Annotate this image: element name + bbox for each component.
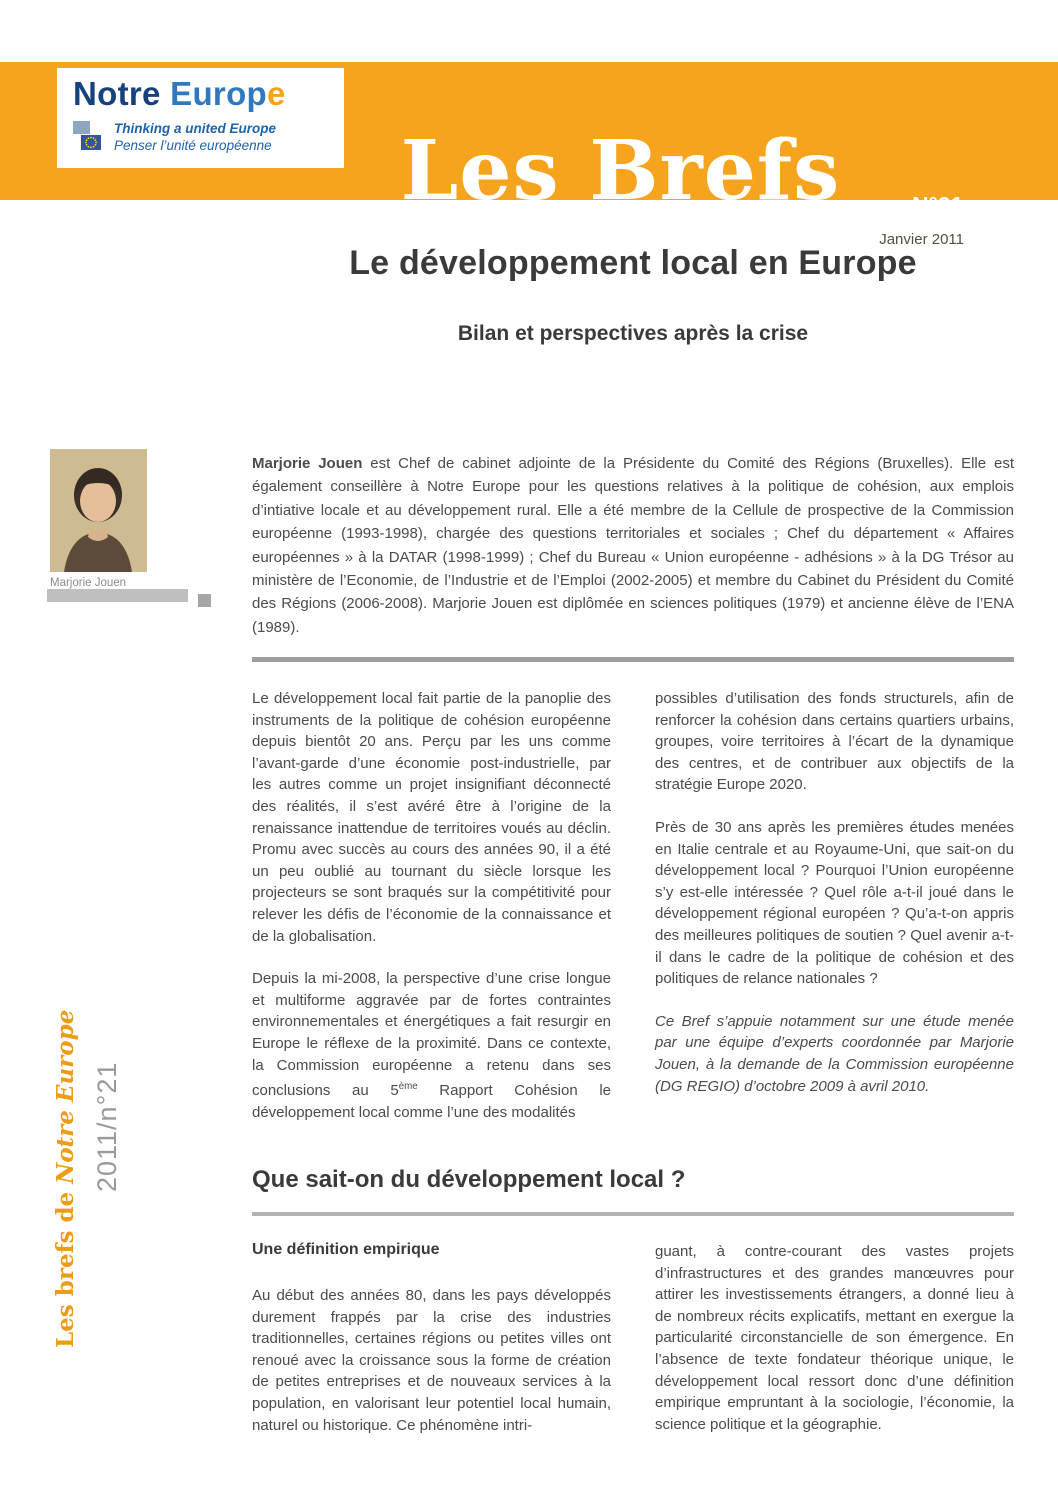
section-rule (252, 1212, 1014, 1216)
eu-flag-icon (81, 135, 101, 155)
paragraph: Près de 30 ans après les premières études menées en Italie centrale et au Royaume-Uni, que sait-on du développement local ? Pourquoi l’Union européenne s’y est-elle intéressée ? Quel rôle a-t-il joué dans le développement régional européen ? Qu’a-t-on appris des meilleures politiques de soutien ? Quel avenir a-t-il dans le cadre de la politique de cohésion et des politiques de relance nationales ? (655, 818, 1014, 988)
sidebar-series-italic: Notre Europe (52, 1009, 79, 1184)
photo-underline-bar (47, 589, 188, 602)
paragraph-text: Depuis la mi-2008, la perspective d’une crise longue et multiforme aggravée par de fortes contraintes environnementales et énergétiques a fait resurgir en Europe le réflexe de la proximité. Dans ce contexte, la Commission européenne a retenu dans ses conclusions au 5 (252, 970, 611, 1100)
logo-box (57, 68, 344, 168)
intro-right-column (655, 688, 1014, 1118)
section-heading: Que sait-on du développement local ? (252, 1166, 686, 1193)
logo-mark (73, 119, 105, 155)
issue-date: Janvier 2011 (879, 231, 964, 248)
brand-name-e: e (266, 75, 286, 112)
divider-rule (252, 657, 1014, 662)
superscript: ème (398, 1081, 418, 1093)
flag-square-icon (73, 121, 90, 134)
subsection-heading: Une définition empirique (252, 1241, 440, 1258)
intro-left-column (252, 688, 611, 1144)
page-title: Le développement local en Europe (349, 244, 917, 282)
brand-taglines (114, 120, 276, 154)
brand-tagline-fr: Penser l’unité européenne (114, 138, 272, 154)
brand-name-europ: Europ (170, 75, 267, 112)
paragraph-note: Ce Bref s’appuie notamment sur une étude menée par une équipe d’experts coordonnée par Marjorie Jouen, à la demande de la Commission européenne (DG REGIO) d’octobre 2009 à avril 2010. (655, 1012, 1014, 1095)
paragraph-text: Rapport Cohésion le développement local comme l’une des modalités (252, 1082, 611, 1121)
paragraph (252, 968, 611, 1123)
author-photo (50, 449, 147, 572)
paragraph: Au début des années 80, dans les pays développés durement frappés par la crise des industries traditionnelles, certaines régions ou petites villes ont renoué avec la croissance sous la forme de création de petites entreprises et de nouveaux services à la population, en valorisant leur potentiel local humain, naturel ou historique. Ce phénomène intri- (252, 1287, 611, 1434)
brand-name (73, 76, 332, 112)
sidebar-series-bold: Les brefs de (52, 1183, 79, 1348)
author-bio-name: Marjorie Jouen (252, 455, 363, 472)
sidebar-series-label (52, 1010, 79, 1348)
paragraph: guant, à contre-courant des vastes projets d’infrastructures et des grandes manœuvres pour attirer les investissements étrangers, a donné lieu à de nombreux récits explicatifs, mettant en exergue la particularité circonstancielle de son émergence. En l’absence de texte fondateur théorique unique, le développement local ressort donc d’une définition empirique empruntant à la sociologie, l’économie, la science politique et la géographie. (655, 1243, 1014, 1433)
brand-name-notre: Notre (73, 75, 171, 112)
paragraph: Le développement local fait partie de la panoplie des instruments de la politique de cohésion européenne depuis bientôt 20 ans. Perçu par les uns comme l’avant-garde d’une économie post-industrielle, par les autres comme un projet insignifiant déconnecté des réalités, il s’est avéré être à l’origine de la renaissance inattendue de territoires voués au déclin. Promu avec succès au cours des années 90, il a été un peu oublié au tournant du siècle lorsque les projecteurs se sont braqués sur la compétitivité pour relever les défis de l’économie de la connaissance et de la globalisation. (252, 690, 611, 945)
author-bio (252, 452, 1014, 639)
author-bio-text: est Chef de cabinet adjointe de la Présidente du Comité des Régions (Bruxelles). Elle est également conseillère à Notre Europe pour les questions relatives à la politique de cohésion, aux emplois d’intiative locale et au développement rural. Elle a été membre de la Cellule de prospective de la Commission européenne (1993-1998), chargée des questions territoriales et sociales ; Chef du département « Affaires européennes » à la DATAR (1998-1999) ; Chef du Bureau « Union européenne - adhésions » à la DG Trésor au ministère de l’Economie, de l’Industrie et de l’Emploi (2002-2005) et membre du Cabinet du Président du Comité des Régions (2006-2008). Marjorie Jouen est diplômée en sciences politiques (1979) et ancienne élève de l’ENA (1989). (252, 455, 1014, 636)
brand-tagline-en: Thinking a united Europe (114, 121, 276, 137)
issue-number: N°21 (912, 192, 964, 218)
section-left-column (252, 1285, 611, 1457)
section-right-column (655, 1241, 1014, 1456)
paragraph: possibles d’utilisation des fonds structurels, afin de renforcer la cohésion dans certains quartiers urbains, groupes, voire territoires à l’écart de la dynamique des centres, et de contribuer aux objectifs de la stratégie Europe 2020. (655, 690, 1014, 794)
photo-corner-square (198, 594, 211, 607)
page-subtitle: Bilan et perspectives après la crise (457, 322, 809, 345)
sidebar-issue-label: 2011/n°21 (92, 1061, 122, 1192)
author-photo-caption: Marjorie Jouen (50, 577, 127, 589)
masthead-title: Les Brefs (400, 123, 841, 219)
